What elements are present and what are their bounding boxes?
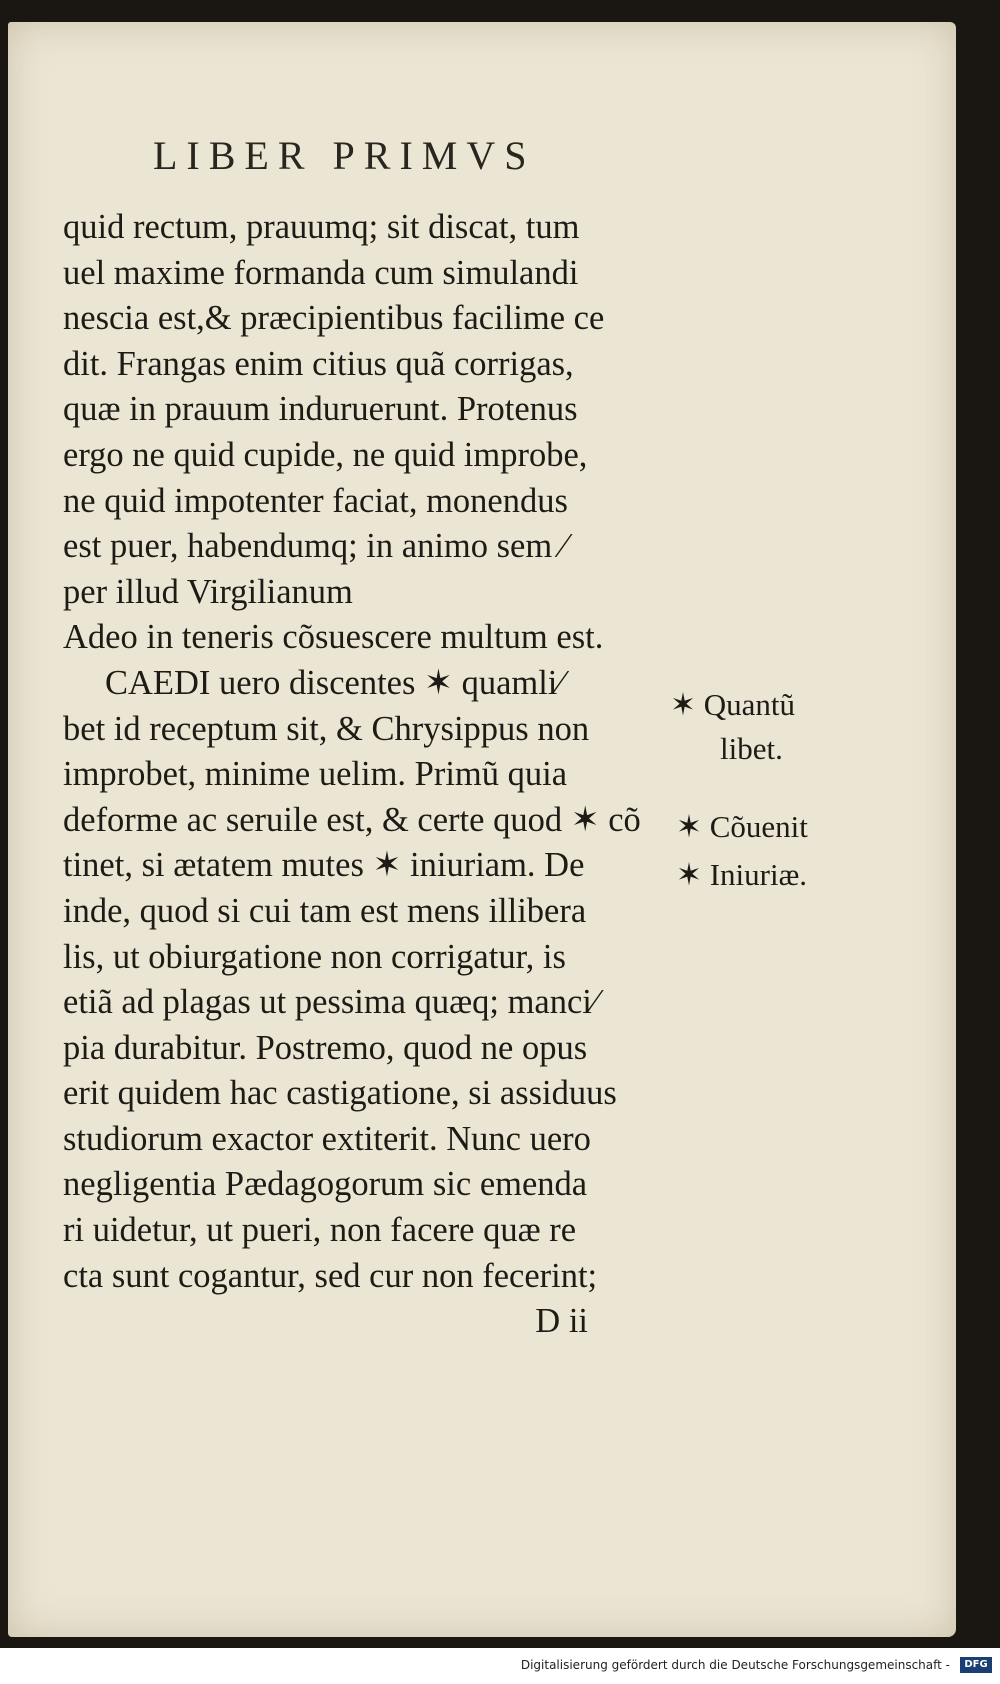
text-line: ri uidetur, ut pueri, non facere quæ re	[63, 1211, 577, 1250]
signature-mark: D ii	[535, 1302, 588, 1341]
text-line: quid rectum, prauumq; sit discat, tum	[63, 208, 580, 246]
text-line: est puer, habendumq; in animo sem ⁄	[63, 527, 567, 566]
text-line: pia durabitur. Postremo, quod ne opus	[63, 1028, 588, 1067]
text-line: deforme ac seruile est, & certe quod ✶ cõ	[63, 800, 641, 839]
digitization-footer	[0, 1648, 1000, 1684]
text-line: uel maxime formanda cum simulandi	[63, 253, 579, 292]
running-header: LIBER PRIMVS	[153, 133, 536, 178]
marginal-note: ✶ Cõuenit	[676, 809, 808, 844]
text-line: CAEDI uero discentes ✶ quamli⁄	[105, 663, 564, 702]
body-text	[63, 205, 683, 1345]
text-line: bet id receptum sit, & Chrysippus non	[63, 709, 590, 748]
text-line: quæ in prauum induruerunt. Protenus	[63, 390, 578, 429]
marginal-note: ✶ Quantũ	[670, 687, 795, 722]
text-line: etiã ad plagas ut pessima quæq; manci⁄	[63, 983, 598, 1022]
text-line: erit quidem hac castigatione, si assiduus	[63, 1074, 617, 1113]
text-line: dit. Frangas enim citius quã corrigas,	[63, 344, 574, 383]
text-line: negligentia Pædagogorum sic emenda	[63, 1165, 588, 1204]
text-line: cta sunt cogantur, sed cur non fecerint;	[63, 1256, 598, 1295]
marginal-note: ✶ Iniuriæ.	[676, 857, 808, 892]
text-line: lis, ut obiurgatione non corrigatur, is	[63, 937, 566, 976]
text-line: improbet, minime uelim. Primũ quia	[63, 755, 568, 794]
text-line: per illud Virgilianum	[63, 572, 353, 611]
funding-credit: Digitalisierung gefördert durch die Deutsche Forschungsgemeinschaft -	[520, 1658, 950, 1672]
text-line: ne quid impotenter faciat, monendus	[63, 481, 568, 520]
text-line: inde, quod si cui tam est mens illibera	[63, 891, 587, 930]
text-line: Adeo in teneris cõsuescere multum est.	[63, 618, 604, 657]
dfg-logo: DFG	[960, 1657, 992, 1673]
text-line: studiorum exactor extiterit. Nunc uero	[63, 1119, 591, 1158]
book-page	[8, 22, 956, 1637]
text-line: ergo ne quid cupide, ne quid improbe,	[63, 435, 588, 474]
marginal-note: libet.	[720, 731, 783, 766]
text-line: tinet, si ætatem mutes ✶ iniuriam. De	[63, 846, 585, 885]
text-line: nescia est,& præcipientibus facilime ce	[63, 299, 605, 338]
